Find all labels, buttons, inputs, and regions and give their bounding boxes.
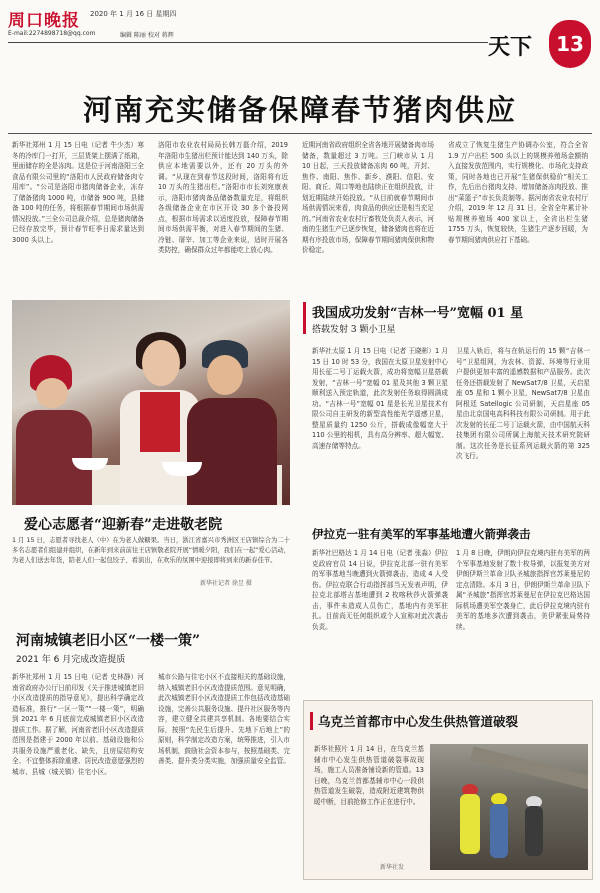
page-number-badge: 13 xyxy=(549,20,591,68)
photo-volunteer-scarf xyxy=(140,392,180,452)
ukraine-headline: 乌克兰首都市中心发生供热管道破裂 xyxy=(318,714,519,729)
lead-column-2: 洛阳市农业农村局局长韩万磊介绍，2019 年洛阳市生猪出栏预计能达到 140 万头，除供应本地需要以外，还有 20 万头的外调。“从现在到春节这段时间，洛阳将有近 10 万头的生猪出栏。”洛阳市市长刘宛康表示，洛阳市猪肉备品储备数量充足，将组织各级储备企业在市区开设 30 多个备投网点，根据市场需求以适度投放，保障春节期间市场供需平衡，对进入春节期间的生猪、冷链、屠宰、加工等企业来说，适时开展各类防控，确保群众过年都能吃上放心肉。 xyxy=(158,141,288,254)
headline-rule xyxy=(8,133,592,134)
satellite-column-1: 新华社太原 1 月 15 日电（记者 王晓彬）1 月 15 日 10 时 53 分，我国在太原卫星发射中心用长征二号丁运载火箭，成功将宽幅卫星搭载发射，“吉林一号”宽幅 01 星及其他 3 颗卫星顺利送入预定轨道，此次发射任务取得圆满成功。“吉林一号”宽幅 01 星是长光卫星技术有限公司自主研发的新型高性能光学遥感卫星，整星质量约 1250 公斤，搭载成像幅宽大于 110 公里的相机，具有高分辨率、超大幅宽、高速存储等特点。 xyxy=(312,347,448,450)
photo-pipe xyxy=(470,746,588,791)
ukraine-accent-bar xyxy=(310,712,313,730)
volunteer-credit: 新华社记者 徐昱 摄 xyxy=(200,580,252,587)
section-title: 天下 xyxy=(488,34,533,60)
lead-headline: 河南充实储备保障春节猪肉供应 xyxy=(82,93,517,127)
pipe-repair-photo xyxy=(430,744,588,870)
lead-column-3: 近期河南省政府组织全省各地开展储备肉市场储备，数量超过 3 万吨。三门峡市从 1 月 10 日起，三天投放储备冻肉 60 吨，开封、焦作、南阳、焦作、新乡、濮阳、信阳、安阳、商丘、周口等地也陆续正在组织投放，计划近期陆续开始投放。“从目前就春节期间市场供需情况来看，肉食品的供应还是相当充足的。”河南省农业农村厅畜牧处负责人表示，河南的生猪生产已逐步恢复，储备猪肉也将在近期有序投放市场，保障春节期间猪肉保供和物价稳定。 xyxy=(302,141,434,254)
iraq-headline: 伊拉克一驻有美军的军事基地遭火箭弹袭击 xyxy=(312,527,531,541)
housing-headline: 河南城镇老旧小区“一楼一策” xyxy=(16,633,201,649)
photo-worker xyxy=(490,804,508,858)
photo-volunteer-face xyxy=(142,340,180,386)
issue-date: 2020 年 1 月 16 日 星期四 xyxy=(90,10,177,18)
iraq-column-1: 新华社巴格达 1 月 14 日电（记者 张淼）伊拉克政府官员 14 日说，伊拉克北部一驻有美军的军事基地当晚遭到火箭弹袭击，造成 4 人受伤。伊拉克联合行动指挥部当天发表声明，伊拉克北部塔吉基地遭到 2 枚喀秋莎火箭弹袭击，事件未造成人员伤亡，基地内有美军驻扎。目前尚无任何组织或个人宣称对此次袭击负责。 xyxy=(312,549,448,631)
volunteer-photo xyxy=(12,300,290,505)
photo-elder-body xyxy=(187,398,277,505)
lead-column-4: 省成立了恢复生猪生产协调办公室，符合全省 1.9 万户出栏 500 头以上的规模养殖场金额纳入直接发放范围内，实行规模化、市场化支持政策，同时各地也已开展“生猪保供稳价”相关工作，先后出台猪肉支持、增加储备冻肉投放、推出“菜篮子”市长负责制等。据河南省农业农村厅介绍，2019 年 12 月 31 日，全省全年累计补贴规模养殖场 400 家以上，全省出栏生猪 1755 万头，恢复较快，生猪生产逐步回暖，为春节期间猪肉供应打下基础。 xyxy=(448,141,588,244)
contact-email: E-mail:2274898718@qq.com xyxy=(8,30,96,37)
masthead-logo: 周口晚报 xyxy=(8,11,80,31)
photo-elder2-face xyxy=(36,378,68,408)
lead-column-1: 新华社郑州 1 月 15 日电（记者 牛少杰）寒冬的冷库门一打开，三层货架上摆满了纸箱，里面储存的全是冻肉。这是位于河南洛阳三全食品有限公司里的“洛阳市人民政府储备肉专用库”。“公司是洛阳市猪肉储备企业，冻存了储备猪肉 1000 吨，市储备 900 吨，县储备 100 吨的任务，将根据春节期间市场供需情况投放。”三全公司总裁介绍，总是猪肉储备已经存放完毕，预计春节旺季日需求量达到 3000 头以上。 xyxy=(12,141,144,244)
ukraine-body: 新华社照片 1 月 14 日，在乌克兰基辅市中心发生供热管道破裂事故现场，施工人员准备铺设新的管道。13 日晚，乌克兰首都基辅市中心一段供热管道发生破裂，造成附近建筑物供暖中断，目前抢修工作正在进行中。 xyxy=(314,745,424,806)
masthead-rule xyxy=(8,42,488,43)
iraq-column-2: 1 月 8 日晚，伊朗向伊拉克境内驻有美军的两个军事基地发射了数十枚导弹，以报复美方对伊朗伊斯兰革命卫队圣城旅指挥官苏莱曼尼的定点清除。本月 3 日，伊朗伊斯兰革命卫队下属“圣城旅”指挥官苏莱曼尼在伊拉克巴格达国际机场遭美军空袭身亡，此后伊拉克境内驻有美军的基地多次遭到袭击，美伊紧张局势持续。 xyxy=(456,549,590,631)
housing-subheadline: 2021 年 6 月完成改造提质 xyxy=(16,655,126,665)
volunteer-headline: 爱心志愿者“迎新春”走进敬老院 xyxy=(24,517,223,533)
satellite-subheadline: 搭载发射 3 颗小卫星 xyxy=(312,325,396,335)
volunteer-caption: 1 月 15 日，志愿者寻找老人（中）在为老人做糖果。当日，浙江省嘉兴市秀洲区王店镇综合为二十多名志愿者们组建并组织，在新年到来前前往王店镇敬老院开展“情暖夕阳，我们在一起”爱心活动，为老人们送去年货，陪老人们一起包饺子、看演出，在欢乐的氛围中迎接即将到来的新春佳节。 xyxy=(12,537,290,564)
ukraine-credit: 新华社发 xyxy=(380,864,405,871)
satellite-headline: 我国成功发射“吉林一号”宽幅 01 星 xyxy=(312,306,524,321)
photo-worker xyxy=(460,794,480,854)
editor-credit: 编辑 陈丽 校对 蒋辉 xyxy=(120,32,174,39)
housing-column-1: 新华社郑州 1 月 15 日电（记者 史林静）河南省政府办公厅日前印发《关于推进城镇老旧小区改造提质的指导意见》，提出科学确定改造标准，推行“一区一策”“一楼一策”，明确到 2021 年 6 月底前完成城镇老旧小区改造提质工作。据了解，河南省老旧小区改造提质范围是指建于 2000 年以前、基础设施和公共服务设施严重老化、缺失，且房屋结构安全、不宜整体拆除重建、居民改造意愿强烈的城市、县城（城关镇）住宅小区。 xyxy=(12,673,144,776)
housing-column-2: 城市公路与住宅小区不直接相关的基础设施，纳入城镇老旧小区改造提质范围。意见明确，此次城镇老旧小区改造提质工作包括改造基础设施，完善公共服务设施、提升社区服务等内容，建立健全共建共享机制。各地要结合实际，按照“先民生后提升、先地下后地上”的原则，科学制定改造方案，统筹推进，引入市场机制，鼓励社会资本参与，按照基础类、完善类、提升类分类实施，加强质量安全监管。 xyxy=(158,673,290,765)
satellite-accent-bar xyxy=(303,302,306,334)
photo-elder-face xyxy=(207,355,243,395)
satellite-column-2: 卫星入轨后，将与在轨运行的 15 颗“吉林一号”卫星组网，为农林、资源、环境等行业用户提供更加丰富的遥感数据和产品服务。此次任务还搭载发射了 NewSat7/8 卫星，天启星座 05 星和 1 颗小卫星，NewSat7/8 卫星由阿根廷 Satellogic 公司研制，天启星座 05 星由北京国电高科科技有限公司研制。用于此次发射的长征二号丁运载火箭，由中国航天科技集团有限公司所属上海航天技术研究院研制。这次任务是长征系列运载火箭的第 325 次飞行。 xyxy=(456,347,590,460)
photo-worker xyxy=(525,806,543,856)
